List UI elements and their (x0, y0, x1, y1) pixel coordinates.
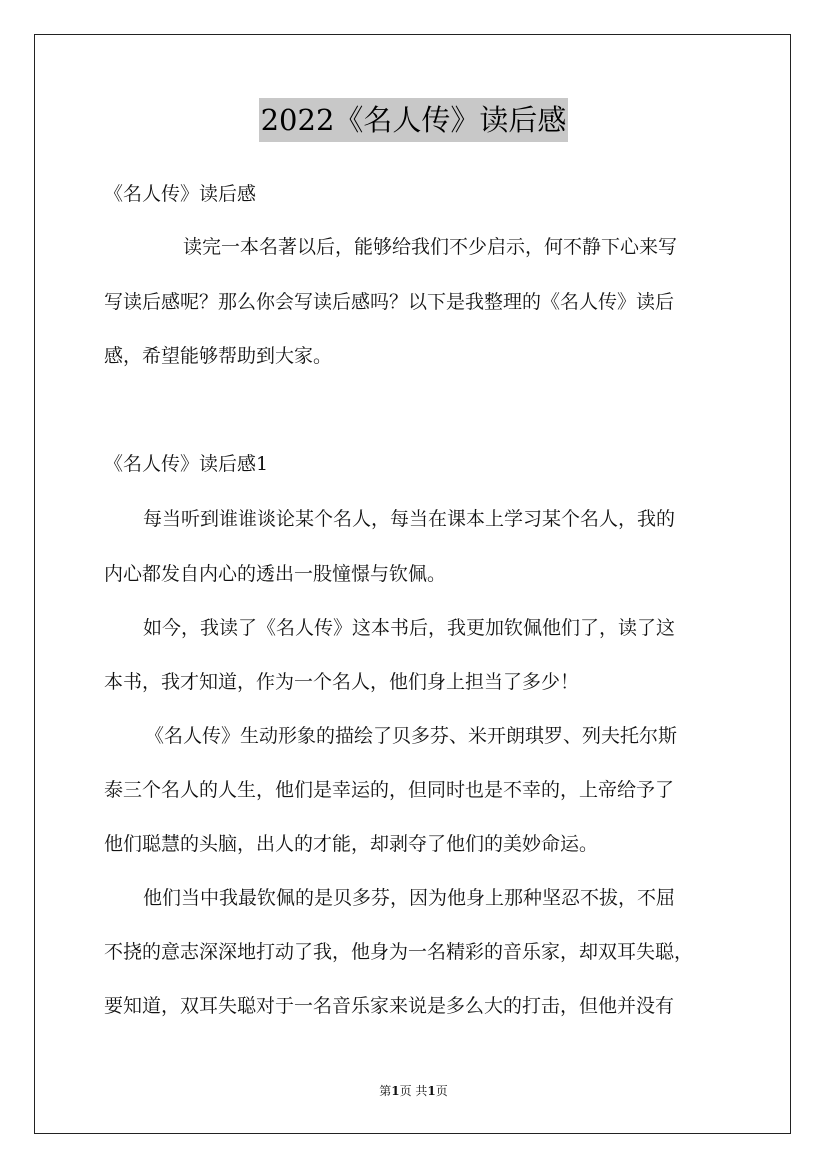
footer-prefix: 第 (379, 1084, 392, 1098)
paragraph-line: 每当听到谁谁谈论某个名人，每当在课本上学习某个名人，我的 (143, 508, 676, 530)
paragraph-line: 要知道，双耳失聪对于一名音乐家来说是多么大的打击，但他并没有 (104, 995, 675, 1017)
section-heading: 《名人传》读后感1 (104, 453, 269, 475)
footer-suffix: 页 (435, 1084, 448, 1098)
paragraph-line: 泰三个名人的人生，他们是幸运的，但同时也是不幸的，上帝给予了 (104, 779, 675, 801)
footer-total-pages: 1 (427, 1084, 436, 1098)
page-footer (0, 1082, 827, 1100)
intro-line: 感，希望能够帮助到大家。 (104, 345, 333, 367)
document-title: 2022《名人传》读后感 (259, 98, 569, 142)
paragraph-line: 他们当中我最钦佩的是贝多芬，因为他身上那种坚忍不拔，不屈 (143, 887, 676, 909)
intro-line: 写读后感呢？那么你会写读后感吗？以下是我整理的《名人传》读后 (104, 291, 675, 313)
paragraph-line: 《名人传》生动形象的描绘了贝多芬、米开朗琪罗、列夫托尔斯 (145, 725, 678, 747)
footer-mid: 页 共 (399, 1084, 428, 1098)
paragraph-line: 本书，我才知道，作为一个名人，他们身上担当了多少！ (104, 671, 580, 693)
paragraph-line: 如今，我读了《名人传》这本书后，我更加钦佩他们了，读了这 (143, 617, 676, 639)
paragraph-line: 内心都发自内心的透出一股憧憬与钦佩。 (104, 563, 447, 585)
paragraph-line: 他们聪慧的头脑，出人的才能，却剥夺了他们的美妙命运。 (104, 833, 599, 855)
footer-current-page: 1 (391, 1084, 400, 1098)
document-subtitle: 《名人传》读后感 (104, 183, 257, 205)
paragraph-line: 不挠的意志深深地打动了我，他身为一名精彩的音乐家，却双耳失聪， (104, 941, 694, 963)
intro-line: 读完一本名著以后，能够给我们不少启示，何不静下心来写 (183, 236, 678, 258)
title-container (0, 98, 827, 142)
